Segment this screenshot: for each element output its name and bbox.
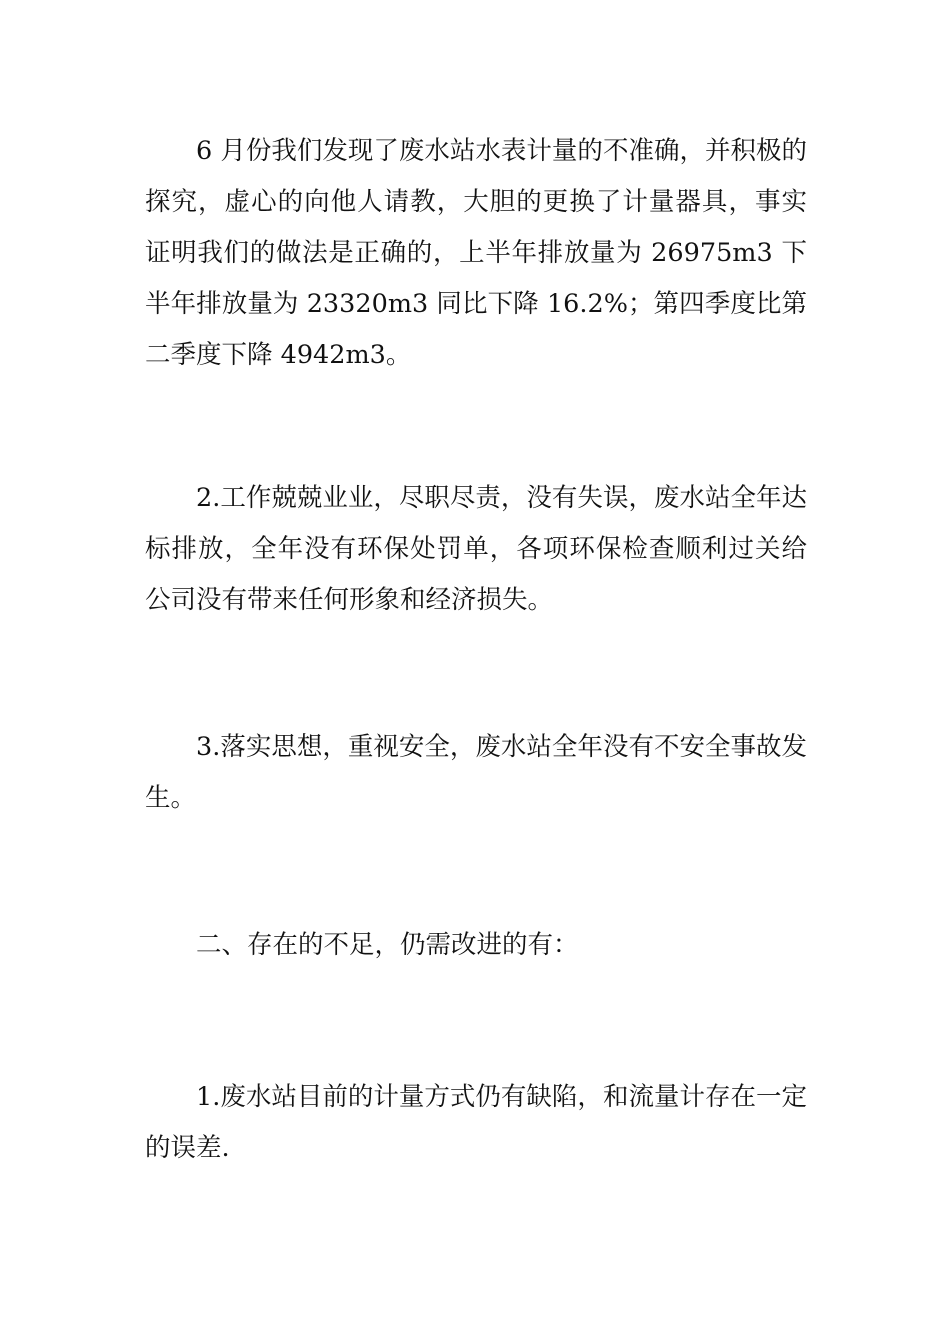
paragraph-shortcoming-1: 1.废水站目前的计量方式仍有缺陷，和流量计存在一定的误差. bbox=[145, 1082, 807, 1163]
paragraph-item-2: 2.工作兢兢业业，尽职尽责，没有失误，废水站全年达标排放，全年没有环保处罚单，各项环保检查顺利过关给公司没有带来任何形象和经济损失。 bbox=[145, 483, 807, 615]
paragraph-water-metering: 6 月份我们发现了废水站水表计量的不准确，并积极的探究，虚心的向他人请教，大胆的更换了计量器具，事实证明我们的做法是正确的，上半年排放量为 26975m3 下半年排放量为 23320m3 同比下降 16.2%；第四季度比第二季度下降 4942m3。 bbox=[145, 136, 807, 370]
section-heading-shortcomings: 二、存在的不足，仍需改进的有： bbox=[196, 930, 579, 960]
paragraph-item-3: 3.落实思想，重视安全，废水站全年没有不安全事故发生。 bbox=[145, 732, 807, 813]
